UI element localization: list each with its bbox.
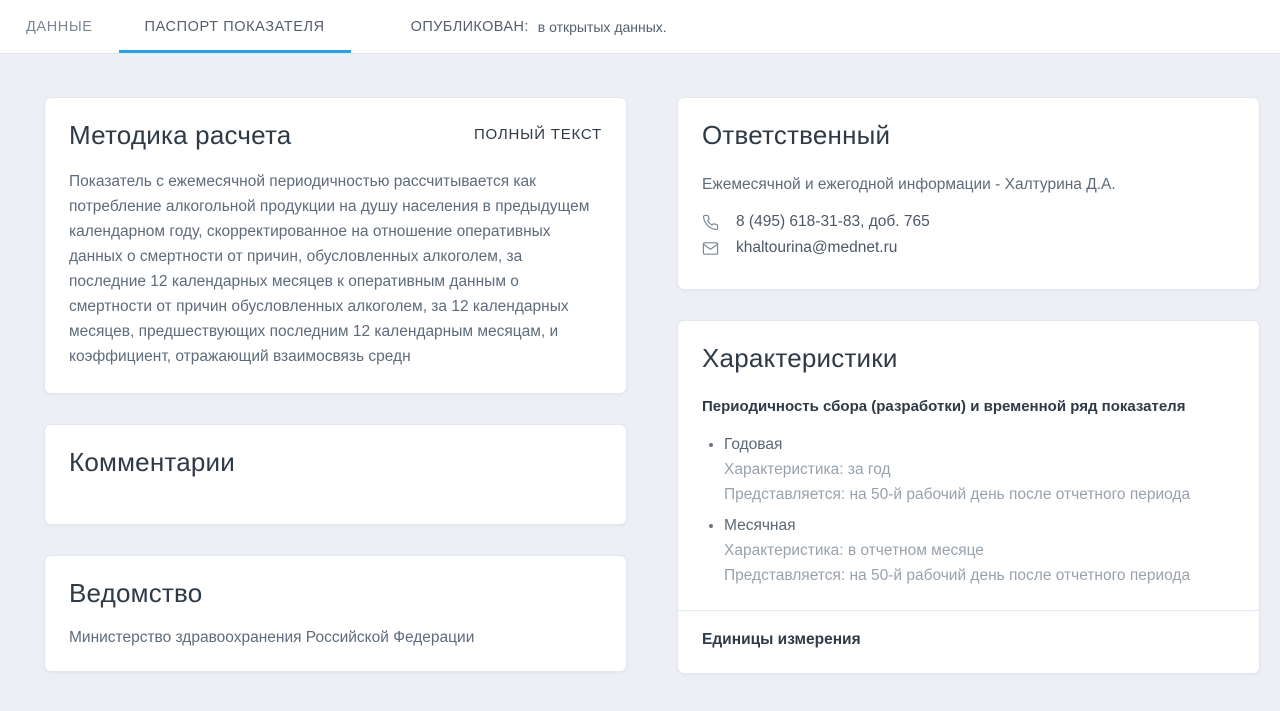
top-tab-bar xyxy=(0,0,1280,54)
contact-email-row[interactable] xyxy=(702,239,1235,257)
card-characteristics xyxy=(677,320,1260,674)
published-status xyxy=(351,0,667,53)
tab-pasport-pokazatelya-label: ПАСПОРТ ПОКАЗАТЕЛЯ xyxy=(144,18,325,35)
list-item xyxy=(724,513,1235,588)
mail-icon xyxy=(702,240,724,257)
methodology-header xyxy=(69,120,602,151)
frequency-name: Годовая xyxy=(724,436,783,453)
frequency-presented: Представляется: на 50-й рабочий день после отчетного периода xyxy=(724,486,1191,503)
right-column xyxy=(677,97,1260,704)
list-item xyxy=(724,432,1235,507)
methodology-text: Показатель с ежемесячной периодичностью рассчитывается как потребление алкогольной продукции на душу населения в предыдущем календарном году, скорректированное на отношение оперативных данных о смертности от причин, обусловленных алкоголем, за последние 12 календарных месяцев к оперативным данным о смертности от причин обусловленных алкоголем, за 12 календарных месяцев, предшествующих последним 12 календарным месяцам, и коэффициент, отражающий взаимосвязь средн xyxy=(69,173,590,365)
comments-title: Комментарии xyxy=(69,447,235,477)
card-responsible xyxy=(677,97,1260,290)
contact-phone: 8 (495) 618-31-83, доб. 765 xyxy=(736,213,930,230)
tab-dannye-label: ДАННЫЕ xyxy=(26,18,93,35)
published-label: ОПУБЛИКОВАН: xyxy=(410,18,529,35)
tab-dannye[interactable] xyxy=(0,0,119,53)
frequency-name: Месячная xyxy=(724,517,796,534)
frequency-characteristic: Характеристика: в отчетном месяце xyxy=(724,542,984,559)
phone-icon xyxy=(702,214,724,231)
frequency-presented: Представляется: на 50-й рабочий день после отчетного периода xyxy=(724,567,1191,584)
published-value: в открытых данных. xyxy=(537,18,667,35)
responsible-text: Ежемесячной и ежегодной информации - Халтурина Д.А. xyxy=(702,176,1116,193)
characteristics-title: Характеристики xyxy=(702,343,898,373)
page-content xyxy=(0,54,1280,704)
vedomstvo-title: Ведомство xyxy=(69,578,203,608)
card-comments xyxy=(44,424,627,525)
frequency-list xyxy=(702,432,1235,588)
full-text-link[interactable]: ПОЛНЫЙ ТЕКСТ xyxy=(473,126,602,143)
frequency-characteristic: Характеристика: за год xyxy=(724,461,891,478)
card-methodology xyxy=(44,97,627,394)
card-vedomstvo xyxy=(44,555,627,672)
tab-pasport-pokazatelya[interactable] xyxy=(119,0,351,53)
contact-phone-row[interactable] xyxy=(702,213,1235,231)
units-title: Единицы измерения xyxy=(702,631,861,648)
section-divider xyxy=(678,610,1259,611)
characteristics-subhead: Периодичность сбора (разработки) и временной ряд показателя xyxy=(702,398,1186,415)
contact-email: khaltourina@mednet.ru xyxy=(736,239,898,256)
methodology-title: Методика расчета xyxy=(69,120,292,150)
contact-list xyxy=(702,213,1235,257)
responsible-title: Ответственный xyxy=(702,120,891,150)
vedomstvo-text: Министерство здравоохранения Российской Федерации xyxy=(69,629,475,646)
left-column xyxy=(44,97,627,702)
